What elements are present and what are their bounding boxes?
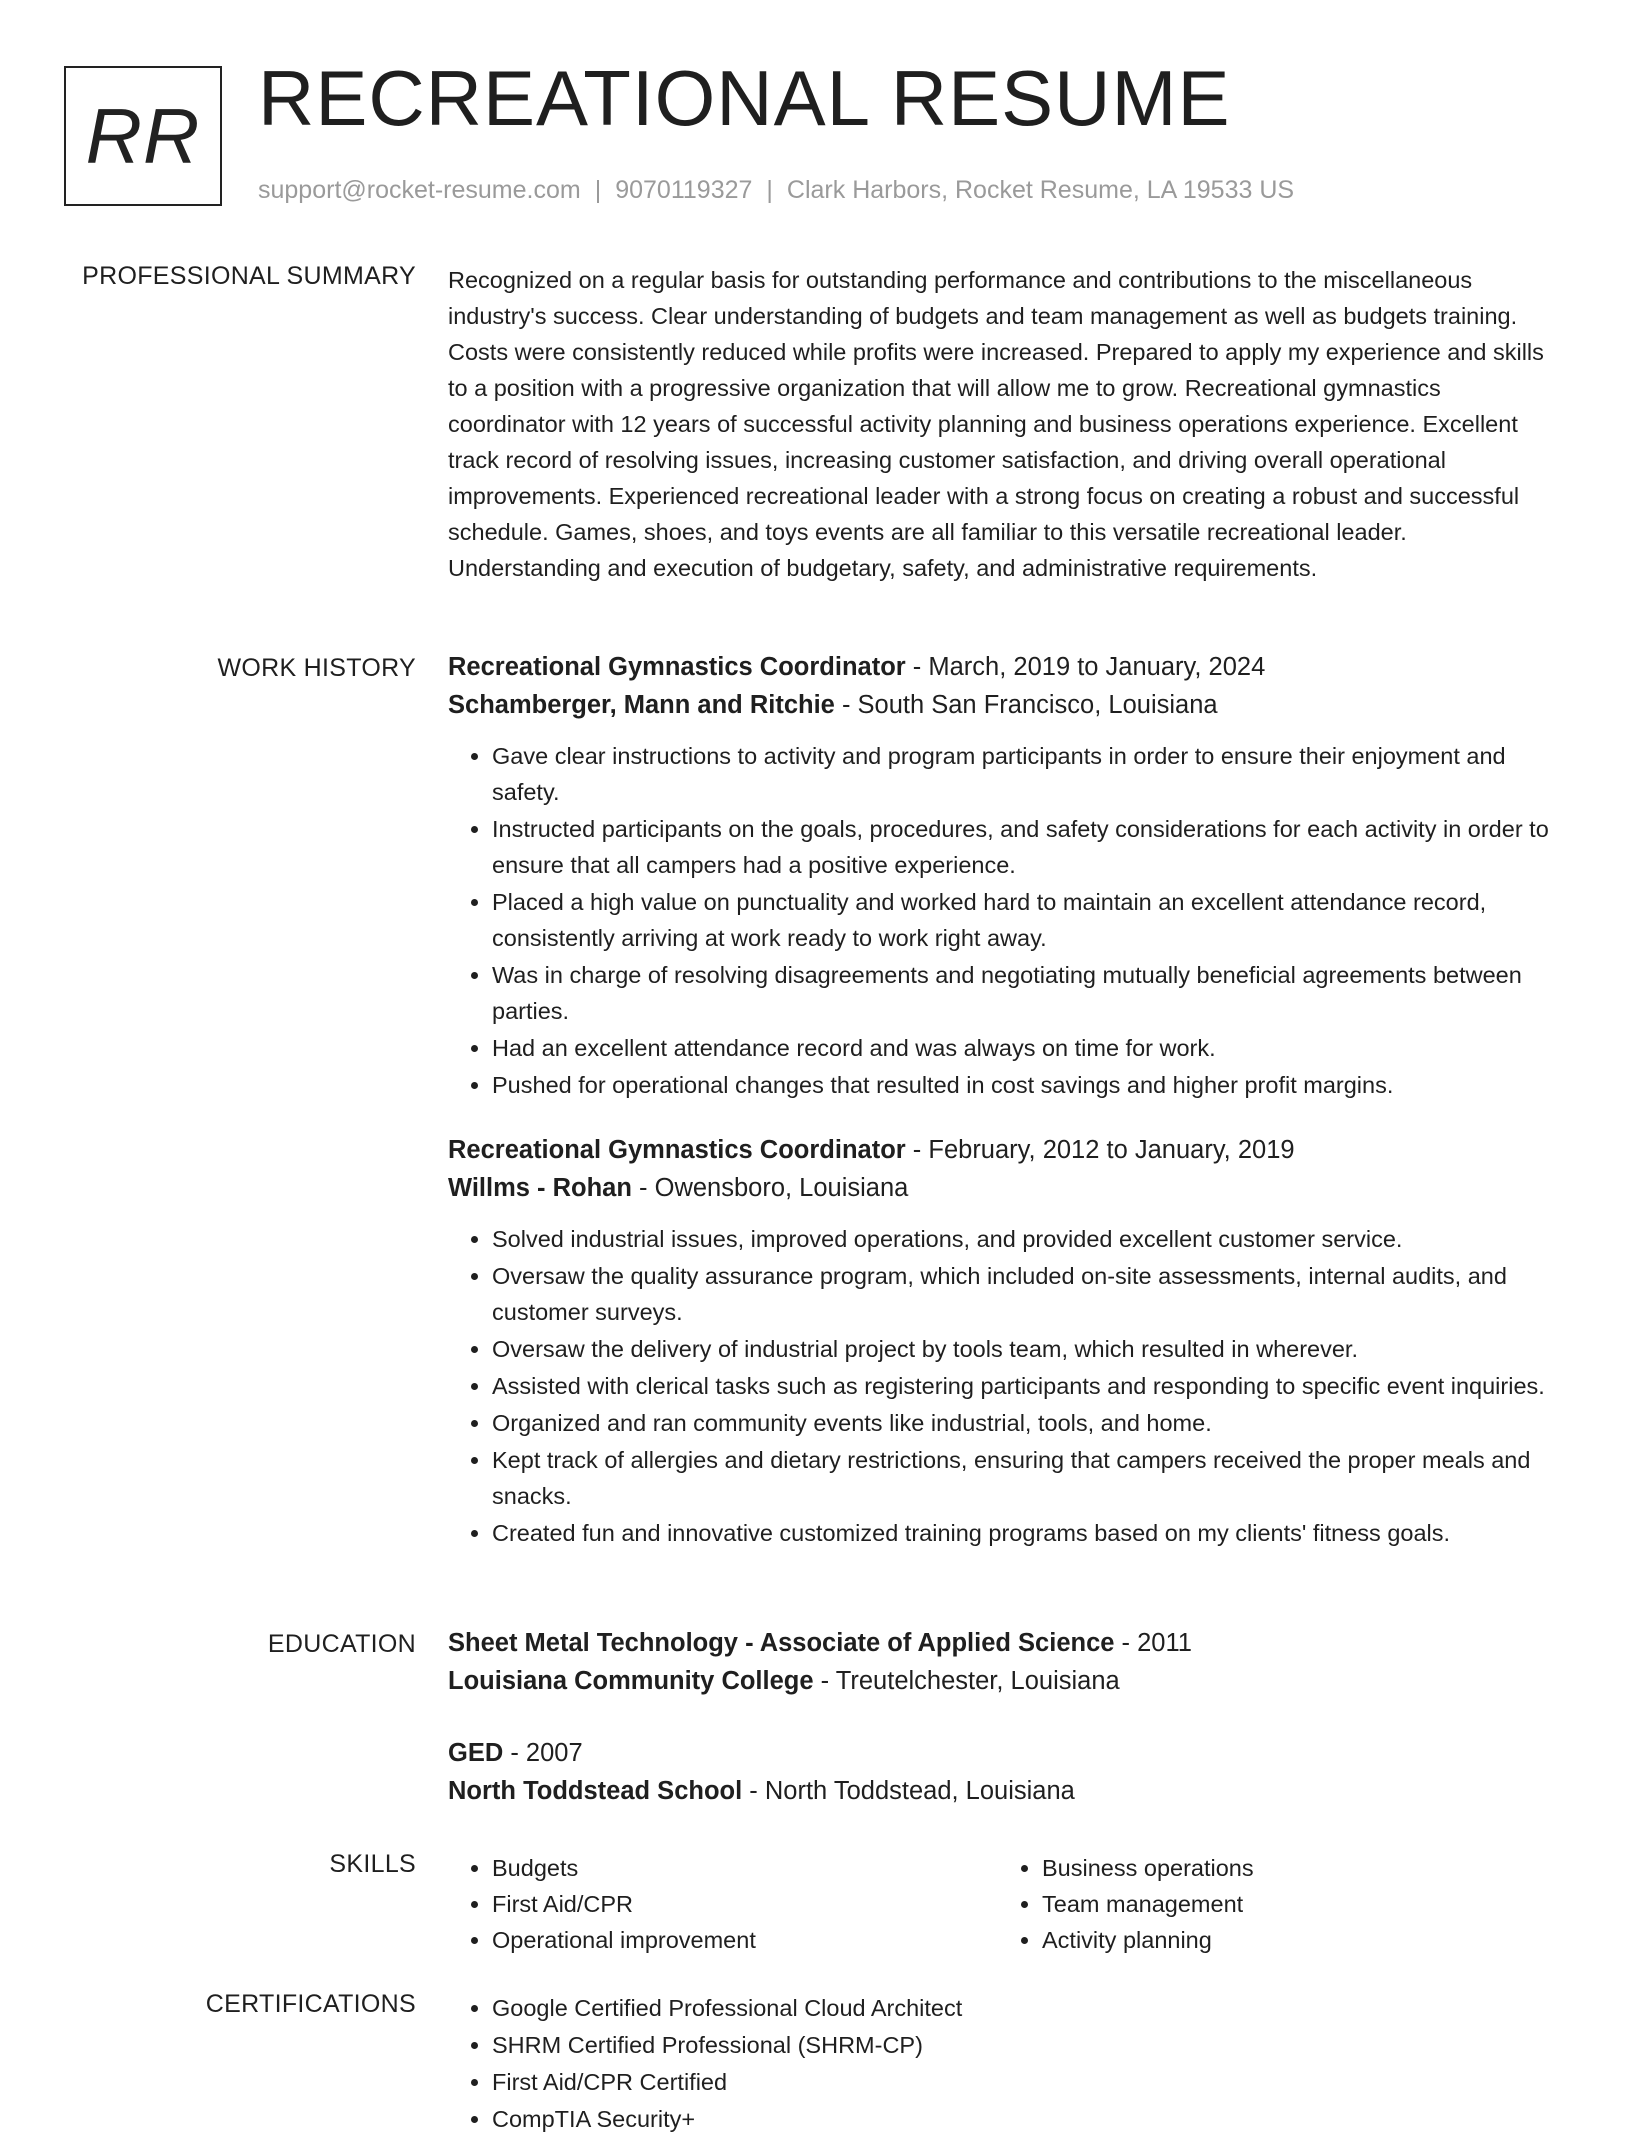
job-entry (448, 1131, 1562, 1551)
certification-item: • Google Certified Professional Cloud Architect (492, 1990, 1562, 2026)
job-dates: - February, 2012 to January, 2019 (905, 1136, 1295, 1164)
job-company: Willms - Rohan (448, 1174, 632, 1202)
education-entry (448, 1734, 1562, 1810)
education-location: - Treutelchester, Louisiana (813, 1667, 1120, 1695)
job-bullet: • Instructed participants on the goals, procedures, and safety considerations for each activity in order to ensure that all campers had a positive experience. (492, 811, 1562, 883)
certification-item: • SHRM Certified Professional (SHRM-CP) (492, 2027, 1562, 2063)
job-bullet: • Assisted with clerical tasks such as registering participants and responding to specific event inquiries. (492, 1368, 1562, 1404)
job-position: Recreational Gymnastics Coordinator (448, 653, 906, 681)
job-title-line (448, 648, 1562, 686)
education-entry (448, 1624, 1562, 1700)
contact-separator: | (766, 176, 773, 204)
job-bullet: • Organized and ran community events like industrial, tools, and home. (492, 1405, 1562, 1441)
job-bullet: • Pushed for operational changes that resulted in cost savings and higher profit margins. (492, 1067, 1562, 1103)
job-bullet: • Placed a high value on punctuality and worked hard to maintain an excellent attendance record, consistently arriving at work ready to work right away. (492, 884, 1562, 956)
education-year: - 2011 (1114, 1629, 1192, 1657)
skills-column-2 (998, 1850, 1548, 1958)
monogram-initials: RR (85, 91, 201, 180)
job-company: Schamberger, Mann and Ritchie (448, 691, 835, 719)
job-company-line (448, 686, 1562, 724)
skills-grid (448, 1850, 1562, 1958)
education-degree-line (448, 1734, 1562, 1772)
job-dates: - March, 2019 to January, 2024 (905, 653, 1266, 681)
skill-item: • Budgets (492, 1850, 998, 1886)
section-title-education: EDUCATION (267, 1630, 416, 1658)
job-position: Recreational Gymnastics Coordinator (448, 1136, 906, 1164)
education-school-line (448, 1772, 1562, 1810)
job-bullet: • Was in charge of resolving disagreements and negotiating mutually beneficial agreements between parties. (492, 957, 1562, 1029)
certification-item: • CompTIA Security+ (492, 2101, 1562, 2137)
section-title-work: WORK HISTORY (217, 654, 416, 682)
certification-item: • First Aid/CPR Certified (492, 2064, 1562, 2100)
skill-item: • Team management (1042, 1886, 1548, 1922)
job-entry (448, 648, 1562, 1103)
education-degree: GED (448, 1739, 504, 1767)
job-bullet: • Solved industrial issues, improved operations, and provided excellent customer service. (492, 1221, 1562, 1257)
education-degree-line (448, 1624, 1562, 1662)
monogram-box (64, 66, 222, 206)
summary-text: Recognized on a regular basis for outstanding performance and contributions to the miscellaneous industry's success. Clear understanding of budgets and team management as well as budgets training. Costs were consistently reduced while profits were increased. Prepared to apply my experience and skills to a position with a progressive organization that will allow me to grow. Recreational gymnastics coordinator with 12 years of successful activity planning and business operations experience. Excellent track record of resolving issues, increasing customer satisfaction, and driving overall operational improvements. Experienced recreational leader with a strong focus on creating a robust and successful schedule. Games, shoes, and toys events are all familiar to this versatile recreational leader. Understanding and execution of budgetary, safety, and administrative requirements. (448, 267, 1544, 581)
education-school: Louisiana Community College (448, 1667, 814, 1695)
certifications-list (448, 1990, 1562, 2137)
contact-line (258, 176, 1294, 205)
job-location: - South San Francisco, Louisiana (834, 691, 1218, 719)
job-bullet: • Oversaw the quality assurance program, which included on-site assessments, internal audits, and customer surveys. (492, 1258, 1562, 1330)
job-location: - Owensboro, Louisiana (631, 1174, 909, 1202)
education-location: - North Toddstead, Louisiana (742, 1777, 1075, 1805)
skill-item: • First Aid/CPR (492, 1886, 998, 1922)
section-title-skills: SKILLS (329, 1850, 416, 1878)
contact-address: Clark Harbors, Rocket Resume, LA 19533 US (786, 176, 1295, 204)
education-year: - 2007 (503, 1739, 583, 1767)
job-bullet: • Kept track of allergies and dietary restrictions, ensuring that campers received the proper meals and snacks. (492, 1442, 1562, 1514)
job-bullets (448, 738, 1562, 1103)
skill-item: • Business operations (1042, 1850, 1548, 1886)
section-title-summary: PROFESSIONAL SUMMARY (82, 262, 416, 290)
education-degree: Sheet Metal Technology - Associate of Applied Science (448, 1629, 1115, 1657)
education-school-line (448, 1662, 1562, 1700)
skill-item: • Operational improvement (492, 1922, 998, 1958)
contact-separator: | (594, 176, 602, 204)
skills-column-1 (448, 1850, 998, 1958)
education-school: North Toddstead School (448, 1777, 743, 1805)
job-bullet: • Oversaw the delivery of industrial project by tools team, which resulted in wherever. (492, 1331, 1562, 1367)
job-bullet: • Had an excellent attendance record and was always on time for work. (492, 1030, 1562, 1066)
job-bullet: • Created fun and innovative customized training programs based on my clients' fitness goals. (492, 1515, 1562, 1551)
job-bullets (448, 1221, 1562, 1551)
contact-email: support@rocket-resume.com (258, 176, 581, 204)
job-title-line (448, 1131, 1562, 1169)
section-title-certifications: CERTIFICATIONS (205, 1990, 416, 2018)
contact-phone: 9070119327 (615, 176, 753, 204)
job-company-line (448, 1169, 1562, 1207)
job-bullet: • Gave clear instructions to activity and program participants in order to ensure their enjoyment and safety. (492, 738, 1562, 810)
skill-item: • Activity planning (1042, 1922, 1548, 1958)
resume-name: RECREATIONAL RESUME (258, 54, 1231, 142)
